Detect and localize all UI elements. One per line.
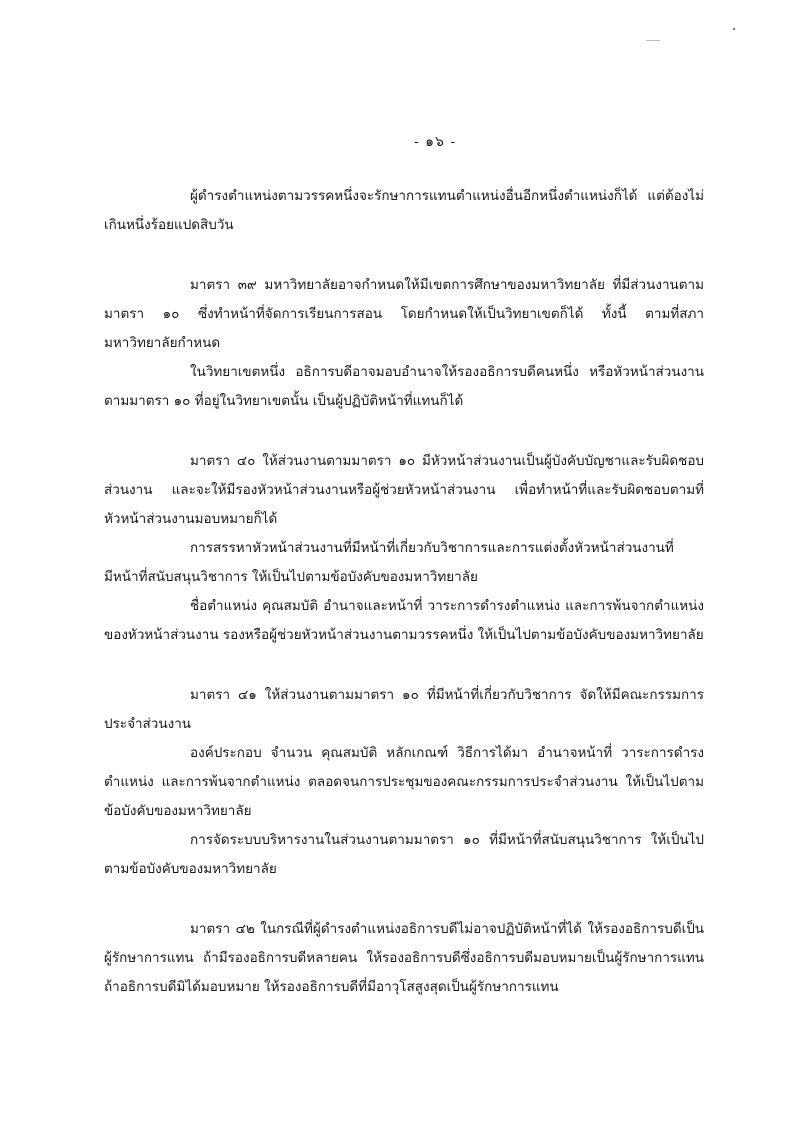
page-number: - ๑๖ -	[413, 134, 457, 150]
scan-speck	[733, 28, 735, 30]
section-42-paragraph: มาตรา ๔๒ ในกรณีที่ผู้ดำรงตำแหน่งอธิการบดีไม่อาจปฏิบัติหน้าที่ได้ ให้รองอธิการบดีเป็นผู้รักษาการแทน ถ้ามีรองอธิการบดีหลายคน ให้รองอธิการบดีซึ่งอธิการบดีมอบหมายเป็นผู้รักษาการแทน ถ้าอธิการบดีมิได้มอบหมาย ให้รองอธิการบดีที่มีอาวุโสสูงสุดเป็นผู้รักษาการแทน	[104, 921, 704, 995]
section-39-clause-2: ในวิทยาเขตหนึ่ง อธิการบดีอาจมอบอำนาจให้รองอธิการบดีคนหนึ่ง หรือหัวหน้าส่วนงานตามมาตรา ๑๐ ที่อยู่ในวิทยาเขตนั้น เป็นผู้ปฏิบัติหน้าที่แทนก็ได้	[104, 364, 704, 409]
section-40-paragraph: มาตรา ๔๐ ให้ส่วนงานตามมาตรา ๑๐ มีหัวหน้าส่วนงานเป็นผู้บังคับบัญชาและรับผิดชอบส่วนงาน และจะให้มีรองหัวหน้าส่วนงานหรือผู้ช่วยหัวหน้าส่วนงาน เพื่อทำหน้าที่และรับผิดชอบตามที่หัวหน้าส่วนงานมอบหมายก็ได้	[104, 453, 704, 527]
section-41-paragraph: มาตรา ๔๑ ให้ส่วนงานตามมาตรา ๑๐ ที่มีหน้าที่เกี่ยวกับวิชาการ จัดให้มีคณะกรรมการประจำส่วนงาน	[104, 687, 704, 732]
section-41-clause-2: องค์ประกอบ จำนวน คุณสมบัติ หลักเกณฑ์ วิธีการได้มา อำนาจหน้าที่ วาระการดำรงตำแหน่ง และการพ้นจากตำแหน่ง ตลอดจนการประชุมของคณะกรรมการประจำส่วนงาน ให้เป็นไปตามข้อบังคับของมหาวิทยาลัย	[104, 745, 704, 819]
section-41-clause-3: การจัดระบบบริหารงานในส่วนงานตามมาตรา ๑๐ ที่มีหน้าที่สนับสนุนวิชาการ ให้เป็นไปตามข้อบังคับของมหาวิทยาลัย	[104, 832, 704, 877]
scan-smudge	[646, 40, 660, 41]
section-40-clause-3: ชื่อตำแหน่ง คุณสมบัติ อำนาจและหน้าที่ วาระการดำรงตำแหน่ง และการพ้นจากตำแหน่งของหัวหน้าส่วนงาน รองหรือผู้ช่วยหัวหน้าส่วนงานตามวรรคหนึ่ง ให้เป็นไปตามข้อบังคับของมหาวิทยาลัย	[104, 598, 704, 643]
document-body	[104, 182, 704, 1002]
paragraph-continuation: ผู้ดำรงตำแหน่งตามวรรคหนึ่งจะรักษาการแทนตำแหน่งอื่นอีกหนึ่งตำแหน่งก็ได้ แต่ต้องไม่เกินหนึ่งร้อยแปดสิบวัน	[104, 188, 704, 233]
section-39-paragraph: มาตรา ๓๙ มหาวิทยาลัยอาจกำหนดให้มีเขตการศึกษาของมหาวิทยาลัย ที่มีส่วนงานตามมาตรา ๑๐ ซึ่งทำหน้าที่จัดการเรียนการสอน โดยกำหนดให้เป็นวิทยาเขตก็ได้ ทั้งนี้ ตามที่สภามหาวิทยาลัยกำหนด	[104, 277, 704, 351]
section-40-clause-2: การสรรหาหัวหน้าส่วนงานที่มีหน้าที่เกี่ยวกับวิชาการและการแต่งตั้งหัวหน้าส่วนงานที่มีหน้าที่สนับสนุนวิชาการ ให้เป็นไปตามข้อบังคับของมหาวิทยาลัย	[104, 540, 674, 585]
